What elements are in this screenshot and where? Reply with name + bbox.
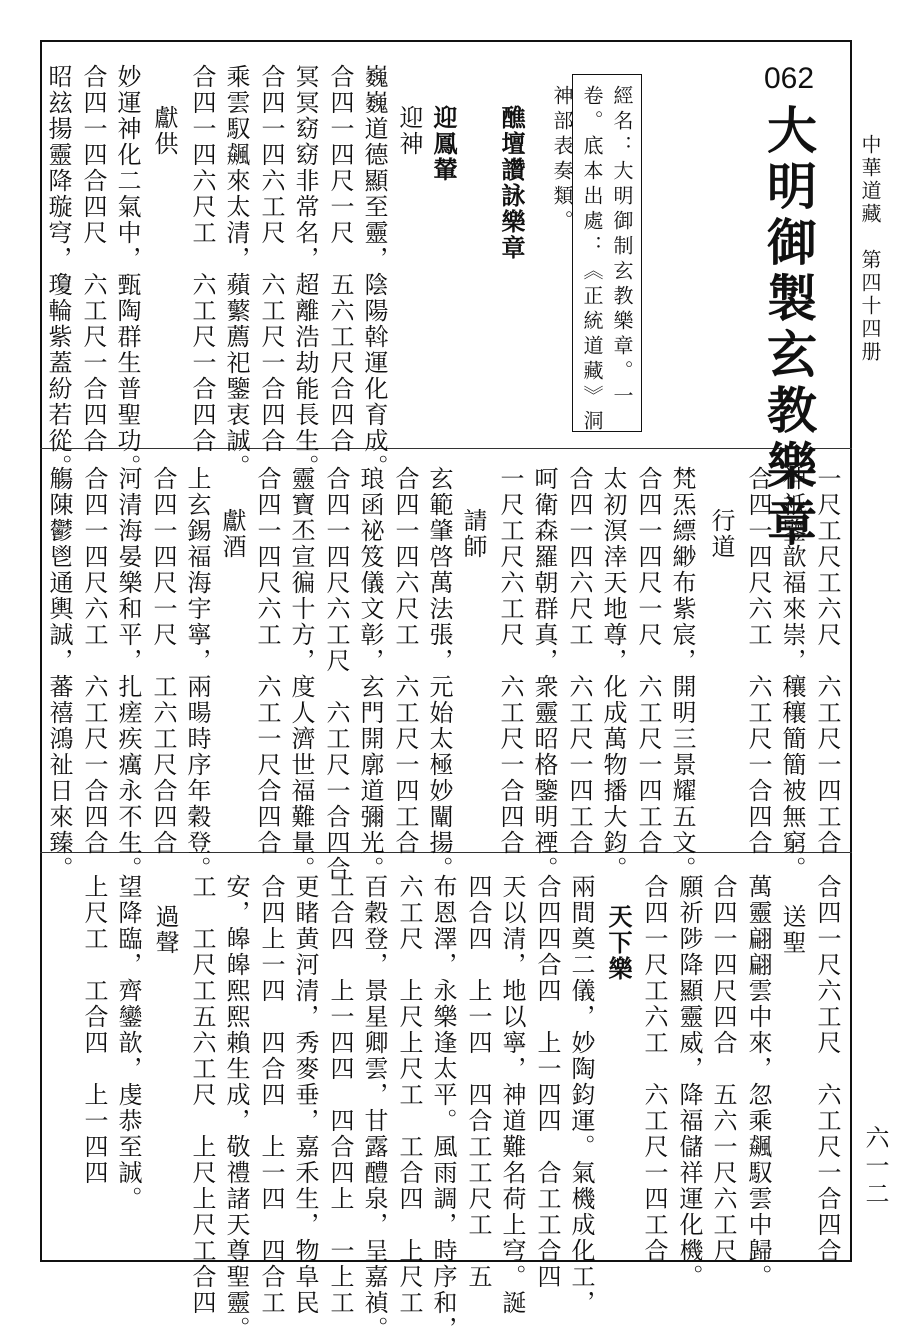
lyric-line: 玄範肇啓萬法張，元始太極妙闡揚。 — [425, 466, 453, 882]
notation-line: 工合四 上一四四 四合四上 一上工 — [326, 874, 354, 1316]
lyric-line: 天以清，地以寧，神道難名荷上穹。誕 — [498, 874, 526, 1316]
notation-line: 合四一四尺六工 六工一尺合四合 — [253, 466, 281, 856]
lyric-line: 昭玆揚靈降璇穹，瓊輪紫蓋紛若從。 — [44, 64, 72, 480]
lyric-line: 乘雲馭飆來太清，蘋蘩薦祀鑒衷誠。 — [222, 64, 250, 480]
lyric-line: 布恩澤，永樂逢太平。風雨調，時序和， — [429, 874, 457, 1342]
subsection-heading: 獻供 — [150, 105, 178, 157]
subsection-heading: 行道 — [707, 508, 735, 560]
subsection-heading: 迎神 — [395, 105, 423, 157]
source-note-line: 卷。底本出處：《正統道藏》洞 — [580, 85, 604, 435]
lyric-line: 梵炁縹緲布紫宸，開明三景耀五文。 — [668, 466, 696, 882]
lyric-line: 安，皞皞熙熙賴生成，敬禮諸天尊聖靈。 — [222, 874, 250, 1342]
page-number: 六一二 — [861, 1125, 889, 1209]
series-title: 中華道藏 第四十四册 — [858, 134, 882, 364]
document-number: 062 — [764, 62, 815, 95]
lyric-line: 願祈陟降顯靈威，降福儲祥運化機。 — [675, 874, 703, 1290]
notation-line: 合四一四尺一尺 五六工尺合四合 — [326, 64, 354, 454]
notation-line: 合四一四尺一尺 工六工尺合四合 — [149, 466, 177, 856]
notation-line: 合四一尺工六工 六工尺一四工合 — [640, 874, 668, 1264]
subsection-heading: 迎鳳輦 — [429, 105, 458, 183]
subsection-heading: 過聲 — [151, 904, 179, 956]
notation-line: 四合四 上一四 四合工工尺工 五 — [464, 874, 492, 1290]
notation-line: 合四四合四 上一四四 合工工合四 — [533, 874, 561, 1290]
notation-line: 六工尺 上尺上尺工 工合四 上尺工 — [395, 874, 423, 1316]
notation-line: 合四一四尺六工尺 六工尺一合四合 — [322, 466, 350, 882]
lyric-line: 神祇鑒歆福來崇，穰穰簡簡被無窮。 — [778, 466, 806, 882]
source-note-box — [550, 74, 642, 435]
source-note-line: 經名：大明御制玄教樂章。一 — [610, 85, 634, 410]
source-note-line: 神部表奏類。 — [550, 85, 574, 235]
lyric-line: 觴陳鬱鬯通輿誠，蕃禧鴻祉日來臻。 — [45, 466, 73, 882]
lyric-line: 望降臨，齊鑾歆，虔恭至誠。 — [114, 874, 142, 1212]
notation-line: 合四一四尺一尺 六工尺一四工合 — [634, 466, 662, 856]
lyric-line: 呵衛森羅朝群真，衆靈昭格鑒明禋。 — [530, 466, 558, 882]
subsection-heading: 送聖 — [778, 904, 806, 956]
subsection-heading: 天下樂 — [604, 904, 633, 982]
notation-line: 合四一四六尺工 六工尺一合四合 — [188, 64, 216, 454]
lyric-line: 琅函祕笈儀文彰，玄門開廓道彌光。 — [356, 466, 384, 882]
notation-line: 一尺工尺工六尺 六工尺一四工合 — [813, 466, 841, 856]
notation-line: 合四一四六尺工 六工尺一四工合 — [391, 466, 419, 856]
notation-line: 合四一四合四尺 六工尺一合四合 — [79, 64, 107, 454]
notation-line: 合四一四尺六工 六工尺一合四合 — [744, 466, 772, 856]
notation-line: 一尺工尺六工尺 六工尺一合四合 — [496, 466, 524, 856]
lyric-line: 太初溟涬天地尊，化成萬物播大鈞。 — [599, 466, 627, 882]
lyric-line: 河清海晏樂和平，扎瘥疾癘永不生。 — [114, 466, 142, 882]
lyric-line: 巍巍道德顯至靈，陰陽斡運化育成。 — [360, 64, 388, 480]
lyric-line: 靈寶丕宣徧十方，度人濟世福難量。 — [287, 466, 315, 882]
lyric-line: 兩間奠二儀，妙陶鈞運。氣機成化工， — [567, 874, 595, 1316]
lyric-line: 更睹黄河清，秀麥垂，嘉禾生，物阜民 — [291, 874, 319, 1316]
lyric-line: 妙運神化二氣中，甄陶群生普聖功。 — [113, 64, 141, 480]
lyric-line: 冥冥窈窈非常名，超離浩劫能長生。 — [291, 64, 319, 480]
subsection-heading: 獻酒 — [218, 508, 246, 560]
lyric-line: 萬靈翩翩雲中來，忽乘飆馭雲中歸。 — [744, 874, 772, 1290]
notation-line: 合四一四尺六工 六工尺一合四合 — [80, 466, 108, 856]
lyric-line: 上玄錫福海宇寧，兩暘時序年穀登。 — [183, 466, 211, 882]
notation-line: 上尺工 工合四 上一四四 — [80, 874, 108, 1186]
document-title: 大明御製玄教樂章 — [759, 104, 817, 552]
lyric-line: 百穀登，景星卿雲，甘露醴泉，呈嘉禎。 — [360, 874, 388, 1342]
notation-line: 合四一尺六工尺 六工尺一合四合 — [813, 874, 841, 1264]
notation-line: 工 工尺工五六工尺 上尺上尺工合四 — [188, 874, 216, 1316]
notation-line: 合四一四六尺工 六工尺一四工合 — [565, 466, 593, 856]
subsection-heading: 請師 — [459, 508, 487, 560]
notation-line: 合四一四尺四合 五六一尺六工尺 — [709, 874, 737, 1264]
notation-line: 合四上一四 四合四 上一四 四合工 — [257, 874, 285, 1316]
notation-line: 合四一四六工尺 六工尺一合四合 — [257, 64, 285, 454]
section-divider — [40, 448, 852, 449]
section-heading: 醮壇讚詠樂章 — [497, 105, 526, 261]
